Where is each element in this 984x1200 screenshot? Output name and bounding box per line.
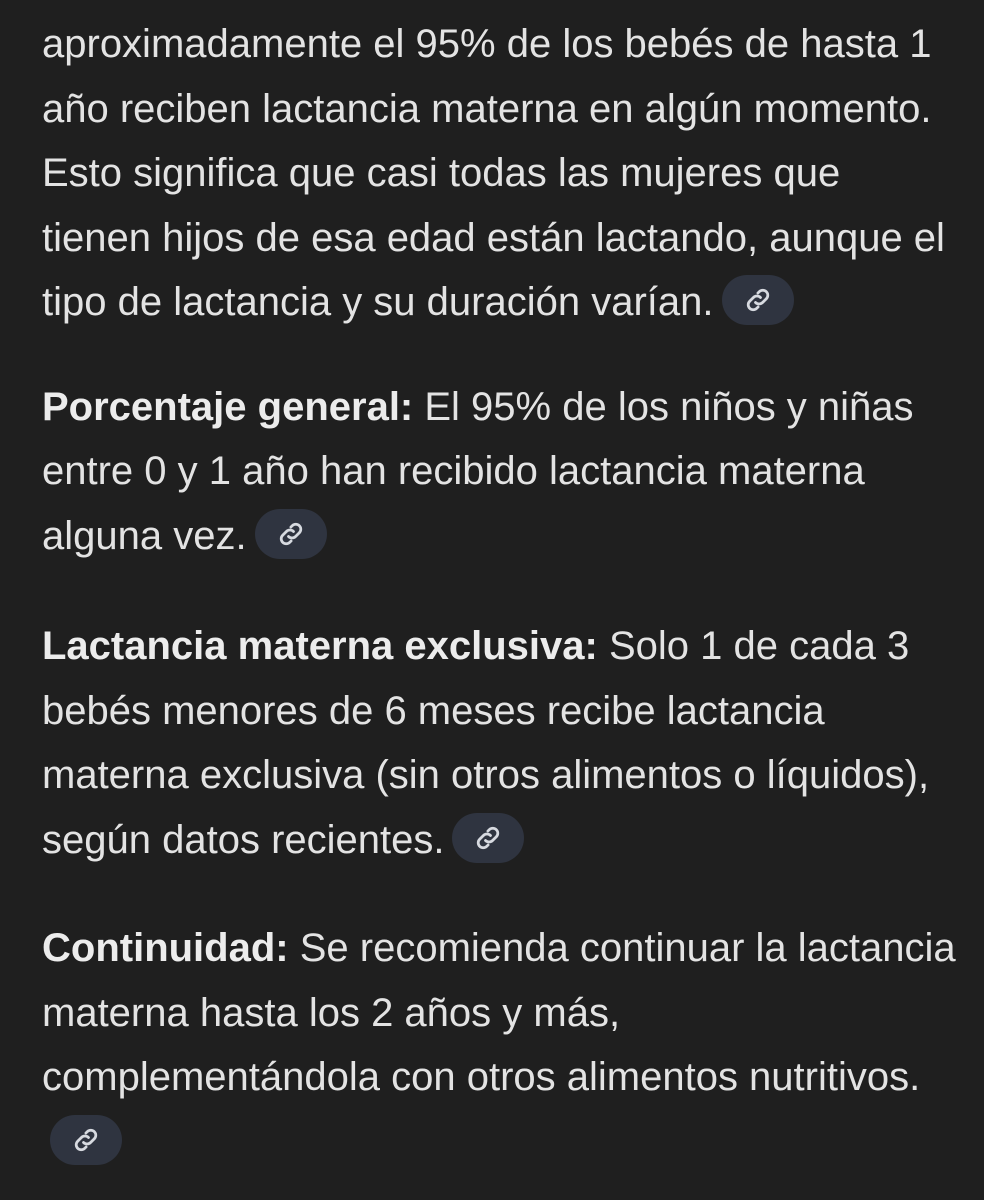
link-icon <box>71 1125 101 1155</box>
paragraph-continuidad <box>42 916 957 1174</box>
paragraph-text: El 95% de los niños y niñas entre 0 y 1 año han recibido lactancia materna alguna vez. <box>42 384 914 558</box>
link-icon <box>473 823 503 853</box>
source-link-button[interactable] <box>452 813 524 863</box>
paragraph-text: Solo 1 de cada 3 bebés menores de 6 meses recibe lactancia materna exclusiva (sin otros alimentos o líquidos), según datos recientes. <box>42 624 930 862</box>
paragraph-text: aproximadamente el 95% de los bebés de hasta 1 año reciben lactancia materna en algún momento. Esto significa que casi todas las mujeres que tienen hijos de esa edad están lactando, aunque el tipo de lactancia y su duración varían. <box>42 22 945 324</box>
response-content <box>42 12 957 1174</box>
link-icon <box>276 519 306 549</box>
paragraph-heading: Porcentaje general: <box>42 384 414 429</box>
source-link-button[interactable] <box>50 1115 122 1165</box>
paragraph-heading: Lactancia materna exclusiva: <box>42 624 598 668</box>
paragraph-text: Se recomienda continuar la lactancia materna hasta los 2 años y más, complementándola con otros alimentos nutritivos. <box>42 926 956 1099</box>
paragraph-porcentaje-general <box>42 375 957 569</box>
paragraph-intro <box>42 12 957 335</box>
link-icon <box>743 285 773 315</box>
source-link-button[interactable] <box>722 275 794 325</box>
paragraph-heading: Continuidad: <box>42 926 289 970</box>
paragraph-lactancia-exclusiva <box>42 614 957 872</box>
source-link-button[interactable] <box>255 509 327 559</box>
